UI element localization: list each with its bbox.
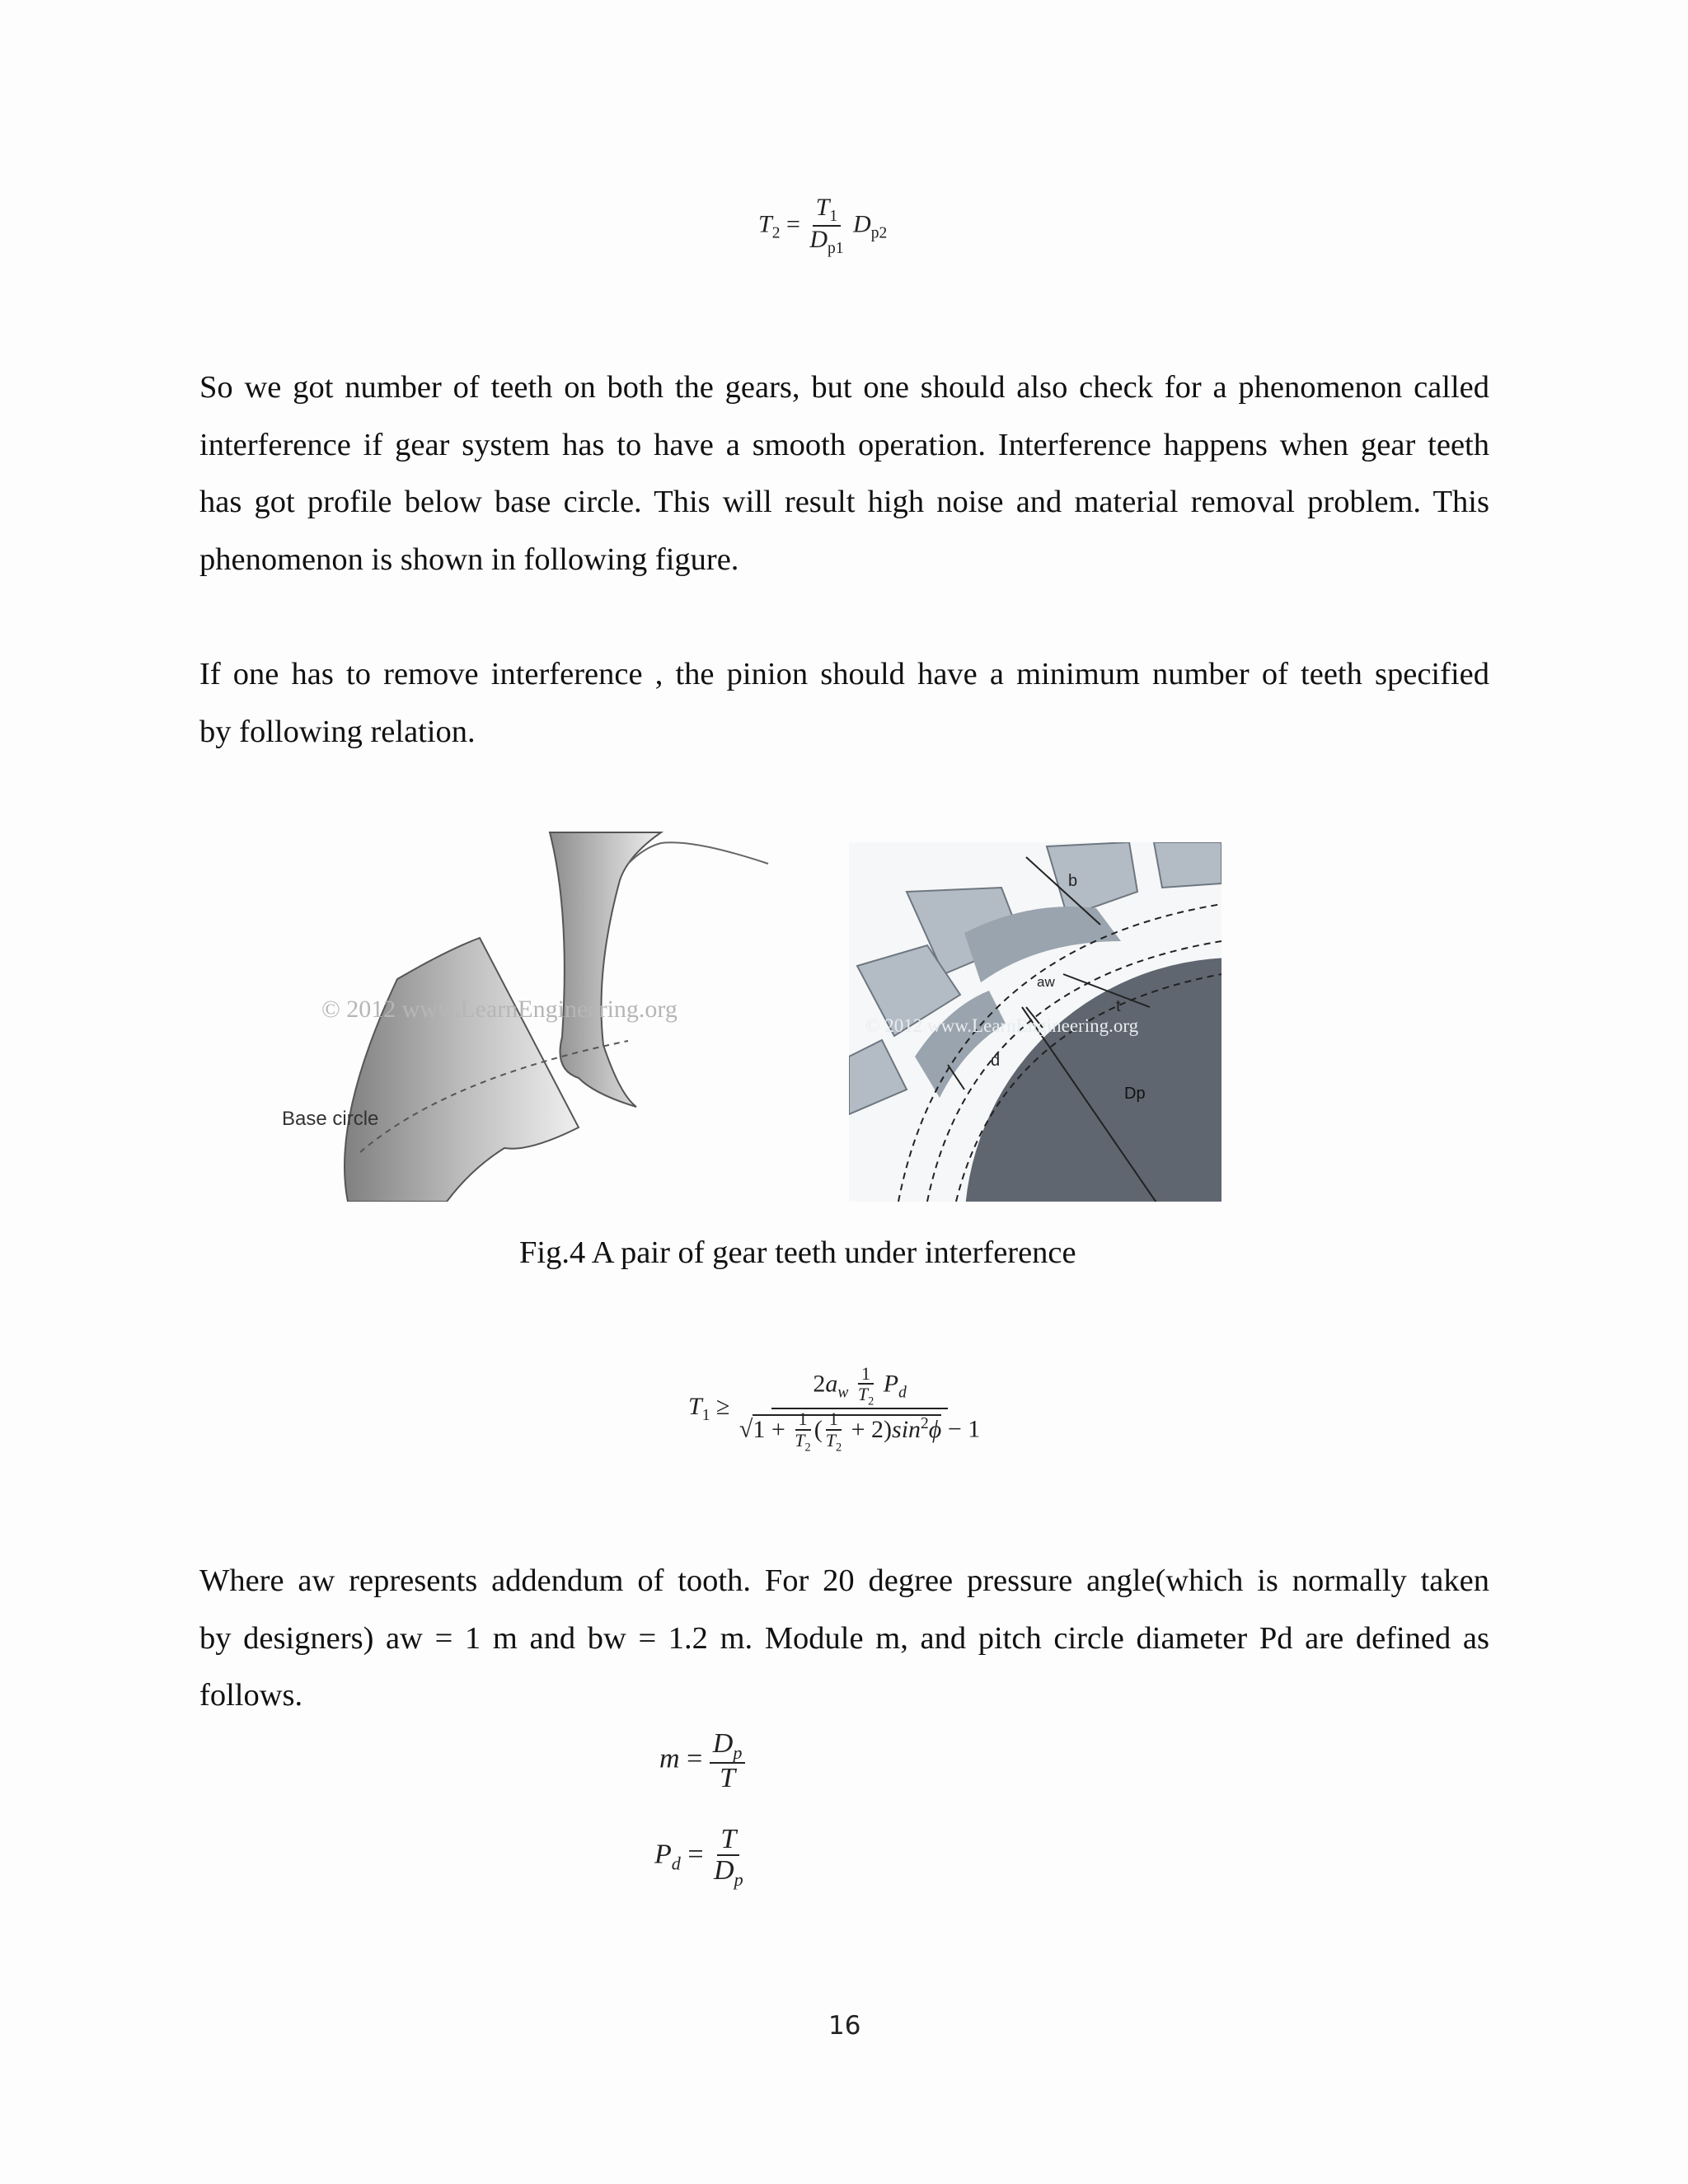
watermark: © 2012 www.LearnEngineering.org bbox=[321, 996, 678, 1023]
text-line: phenomenon is shown in following figure. bbox=[199, 541, 739, 577]
text-line: by designers) aw = 1 m and bw = 1.2 m. Module m, and pitch circle diameter Pd are defined as bbox=[199, 1620, 1489, 1656]
equation-t1-minimum-teeth: $T_1$ ≥ $2a_w$ $\frac{1}{T_2}$ $P_d$ √1 + $\frac{1}{T_2}$ ( $\frac{1}{T_2}$ + $2)\sin^2\phi - 1$ bbox=[688, 1363, 981, 1454]
figure-caption: Fig.4 A pair of gear teeth under interference bbox=[519, 1235, 1076, 1270]
figure-gear-interference bbox=[232, 831, 776, 1202]
equation-pitch-diameter: $P_d$ = $\frac{T}{D_p}$ bbox=[654, 1824, 743, 1890]
base-circle-label: Base circle bbox=[282, 1108, 379, 1130]
text-line: has got profile below base circle. This will result high noise and material removal problem. This bbox=[199, 485, 1489, 519]
label-d: d bbox=[991, 1052, 1001, 1070]
equation-t2: $T_2$ = $\frac{T_1}{D_{p1}}$ $D_{p2}$ bbox=[758, 194, 888, 258]
equation-module: m = $\frac{D_p}{T}$ bbox=[659, 1729, 745, 1793]
figure-gear-dimensions bbox=[849, 842, 1221, 1202]
paragraph-addendum bbox=[199, 1553, 1489, 1725]
text-line: Where aw represents addendum of tooth. For 20 degree pressure angle(which is normally taken bbox=[199, 1563, 1489, 1598]
label-b: b bbox=[1068, 872, 1078, 890]
paragraph-interference-intro bbox=[199, 359, 1489, 588]
watermark: © 2012 www.LearnEngineering.org bbox=[865, 1015, 1139, 1036]
label-t: t bbox=[1116, 997, 1121, 1015]
label-aw: aw bbox=[1037, 974, 1055, 990]
text-line: by following relation. bbox=[199, 714, 476, 749]
paragraph-remove-interference bbox=[199, 646, 1489, 761]
label-dp: Dp bbox=[1124, 1085, 1146, 1103]
text-line: interference if gear system has to have a smooth operation. Interference happens when gear teeth bbox=[199, 427, 1489, 462]
text-line: If one has to remove interference , the pinion should have a minimum number of teeth specified bbox=[199, 657, 1489, 691]
page-number: 16 bbox=[828, 2011, 861, 2041]
text-line: So we got number of teeth on both the gears, but one should also check for a phenomenon called bbox=[199, 370, 1489, 405]
text-line: follows. bbox=[199, 1678, 303, 1713]
